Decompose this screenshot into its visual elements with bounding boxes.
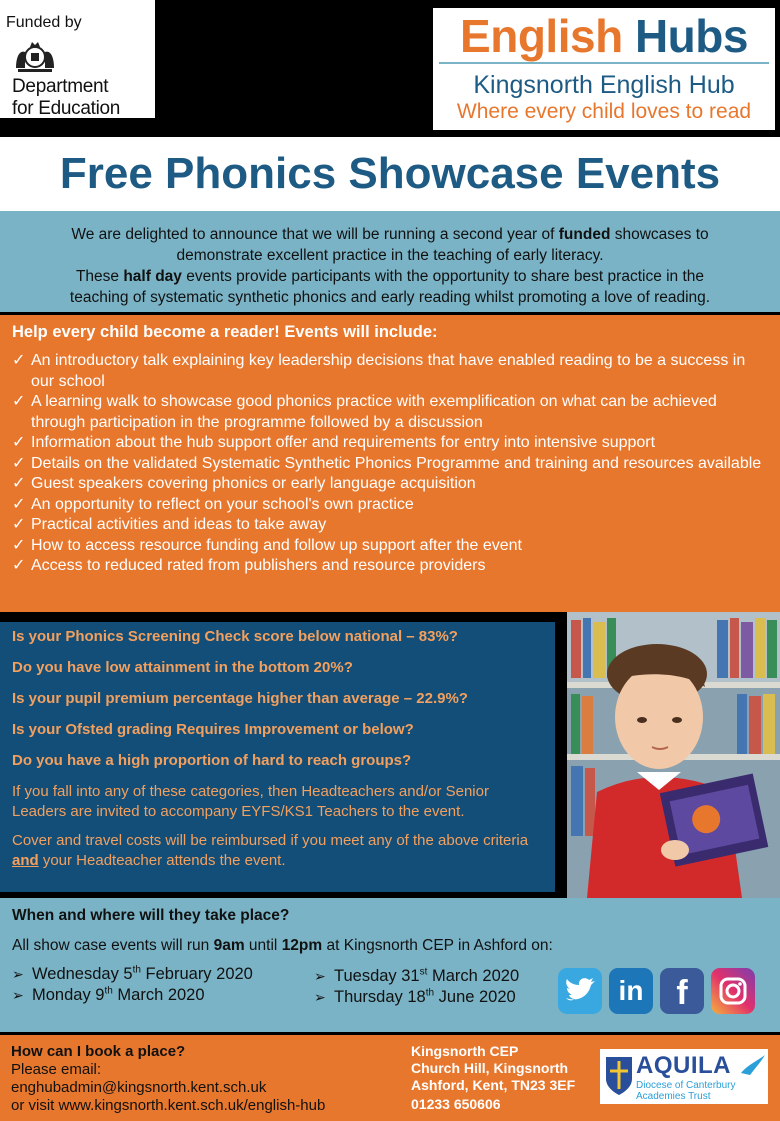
list-item: ✓ Details on the validated Systematic Synthetic Phonics Programme and training and resources available [12, 454, 770, 475]
booking-section [0, 1035, 780, 1121]
social-icons [558, 968, 755, 1014]
list-item: ✓ How to access resource funding and follow up support after the event [12, 536, 770, 557]
criteria-invite: If you fall into any of these categories, then Headteachers and/or Senior Leaders are invited to accompany EYFS/KS1 Teachers to the event. [12, 783, 489, 820]
list-item: ✓ Access to reduced rated from publishers and resource providers [12, 556, 770, 577]
criteria-reimburse: Cover and travel costs will be reimbursed if you meet any of the above criteria and your Headteacher attends the event. [12, 832, 529, 869]
royal-crest-icon [10, 38, 60, 74]
booking-heading: How can I book a place? [11, 1043, 186, 1060]
criteria-question: Do you have a high proportion of hard to reach groups? [12, 752, 412, 769]
events-heading: Help every child become a reader! Events will include: [12, 323, 438, 341]
dates-column-2 [314, 966, 519, 1008]
when-heading: When and where will they take place? [12, 907, 290, 924]
hub-subtitle: Kingsnorth English Hub [473, 71, 735, 99]
booking-email-link[interactable]: enghubadmin@kingsnorth.kent.sch.uk [11, 1079, 267, 1096]
linkedin-icon[interactable]: in [609, 968, 653, 1014]
criteria-question: Is your Phonics Screening Check score below national – 83%? [12, 628, 458, 645]
aquila-logo [600, 1049, 768, 1104]
event-date: ➢ Thursday 18th June 2020 [314, 987, 519, 1008]
dates-column-1 [12, 964, 253, 1006]
twitter-icon[interactable] [558, 968, 602, 1014]
aquila-name: AQUILA [636, 1052, 731, 1079]
child-reading-photo [567, 612, 780, 898]
school-address: Kingsnorth CEP Church Hill, Kingsnorth Ashford, Kent, TN23 3EF 01233 650606 [411, 1043, 576, 1112]
hub-tagline: Where every child loves to read [456, 100, 752, 123]
list-item: ✓ An introductory talk explaining key leadership decisions that have enabled reading to be a success in our school [12, 351, 770, 392]
shield-icon [604, 1055, 634, 1097]
criteria-question: Do you have low attainment in the bottom 20%? [12, 659, 353, 676]
list-item: ✓ A learning walk to showcase good phonics practice with exemplification on what can be achieved through participation in the programme followed by a discussion [12, 392, 770, 433]
instagram-icon[interactable] [711, 968, 755, 1014]
page-title: Free Phonics Showcase Events [0, 137, 780, 211]
facebook-icon[interactable]: f [660, 968, 704, 1014]
booking-email-label: Please email: [11, 1061, 102, 1078]
booking-website-link[interactable]: or visit www.kingsnorth.kent.sch.uk/english-hub [11, 1097, 326, 1114]
event-date: ➢ Tuesday 31st March 2020 [314, 966, 519, 987]
list-item: ✓ An opportunity to reflect on your school's own practice [12, 495, 770, 516]
dfe-name: Department for Education [12, 76, 121, 119]
english-hubs-title: English Hubs [460, 10, 748, 62]
list-item: ✓ Practical activities and ideas to take away [12, 515, 770, 536]
eagle-icon [740, 1053, 766, 1077]
intro-text: We are delighted to announce that we will be running a second year of funded showcases to demonstrate excellent practice in the teaching of early literacy. These half day events provide participants with the opportunity to share best practice in the teaching of systematic synthetic phonics and early reading whilst promoting a love of reading. [0, 211, 780, 312]
aquila-subtitle: Diocese of Canterbury Academies Trust [636, 1080, 736, 1102]
event-date: ➢ Monday 9th March 2020 [12, 985, 253, 1006]
events-list [12, 351, 770, 577]
list-item: ✓ Information about the hub support offer and requirements for entry into intensive support [12, 433, 770, 454]
english-hubs-logo [433, 8, 775, 130]
criteria-section [0, 622, 555, 892]
child-reading-illustration [567, 612, 780, 898]
criteria-question: Is your pupil premium percentage higher than average – 22.9%? [12, 690, 468, 707]
list-item: ✓ Guest speakers covering phonics or early language acquisition [12, 474, 770, 495]
criteria-question: Is your Ofsted grading Requires Improvement or below? [12, 721, 414, 738]
events-section [0, 315, 780, 612]
funded-by-label: Funded by [6, 14, 82, 31]
event-date: ➢ Wednesday 5th February 2020 [12, 964, 253, 985]
when-summary: All show case events will run 9am until 12pm at Kingsnorth CEP in Ashford on: [12, 937, 553, 954]
dfe-logo [0, 0, 155, 118]
